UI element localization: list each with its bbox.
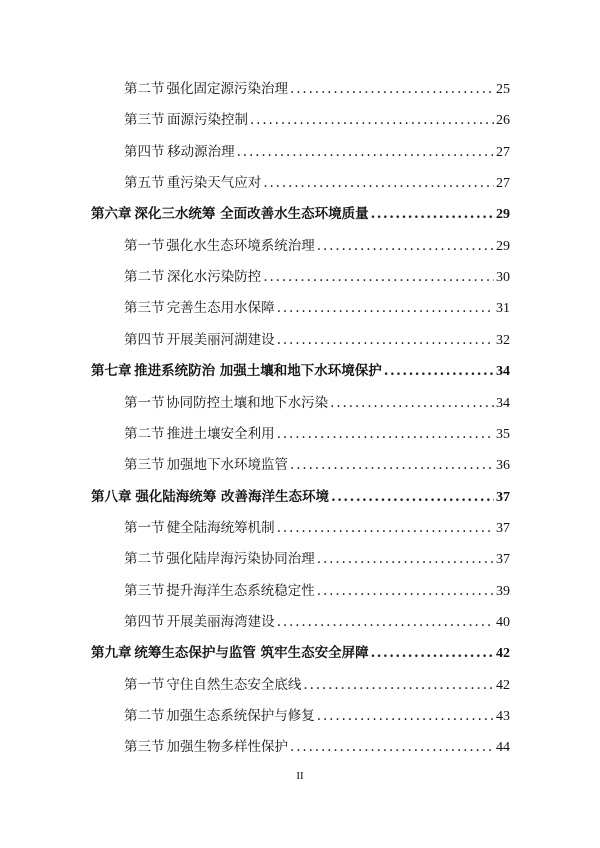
entry-number: 第三节 [124, 457, 165, 474]
entry-number: 第三节 [124, 300, 165, 317]
dot-leader [277, 424, 494, 444]
entry-page-number: 27 [496, 176, 510, 192]
entry-title: 深化三水统筹 全面改善水生态环境质量 [134, 206, 369, 223]
dot-leader [331, 487, 494, 507]
entry-title: 移动源治理 [167, 143, 235, 160]
toc-chapter-entry [91, 361, 510, 381]
dot-leader [371, 204, 494, 224]
entry-page-number: 37 [496, 520, 510, 536]
entry-title: 健全陆海统筹机制 [166, 519, 275, 536]
entry-title: 强化固定源污染治理 [166, 81, 289, 97]
entry-number: 第四节 [124, 331, 165, 348]
dot-leader [277, 518, 494, 538]
entry-page-number: 30 [496, 270, 510, 286]
entry-page-number: 26 [496, 113, 510, 129]
toc-section-entry [124, 330, 510, 350]
entry-number: 第一节 [124, 676, 165, 693]
entry-page-number: 34 [496, 364, 510, 380]
entry-title: 强化陆海统筹 改善海洋生态环境 [135, 488, 330, 505]
entry-number: 第一节 [124, 519, 165, 536]
dot-leader [277, 330, 494, 350]
entry-page-number: 40 [496, 614, 510, 630]
toc-chapter-entry [91, 204, 510, 224]
entry-page-number: 29 [496, 207, 510, 223]
entry-page-number: 42 [496, 677, 510, 693]
entry-page-number: 32 [496, 332, 510, 348]
toc-section-entry [124, 424, 510, 444]
entry-number: 第四节 [124, 143, 165, 160]
entry-title: 守住自然生态安全底线 [166, 676, 302, 693]
entry-number: 第一节 [124, 394, 165, 411]
toc-section-entry [124, 173, 510, 193]
toc-section-entry [124, 549, 510, 569]
toc-chapter-entry [91, 643, 510, 663]
toc-section-entry [124, 737, 510, 757]
entry-number: 第四节 [124, 613, 165, 630]
entry-title: 开展美丽河湖建设 [166, 331, 275, 348]
toc-section-entry [124, 142, 510, 162]
toc-section-entry [124, 110, 510, 130]
dot-leader [384, 361, 494, 381]
dot-leader [290, 737, 494, 757]
entry-title: 强化水生态环境系统治理 [166, 237, 315, 254]
entry-title: 协同防控土壤和地下水污染 [166, 394, 329, 411]
entry-title: 加强生物多样性保护 [166, 739, 289, 756]
page-number-footer: II [296, 770, 304, 782]
entry-title: 开展美丽海湾建设 [166, 613, 275, 630]
entry-page-number: 37 [496, 552, 510, 568]
entry-number: 第二节 [124, 81, 165, 97]
entry-title: 重污染天气应对 [166, 175, 262, 192]
entry-title: 提升海洋生态系统稳定性 [166, 582, 315, 599]
dot-leader [303, 675, 494, 695]
entry-title: 加强地下水环境监管 [166, 457, 289, 474]
entry-number: 第一节 [124, 237, 165, 254]
entry-page-number: 36 [496, 458, 510, 474]
toc-section-entry [124, 518, 510, 538]
entry-page-number: 43 [496, 709, 510, 724]
entry-title: 推进系统防治 加强土壤和地下水环境保护 [134, 363, 382, 380]
entry-number: 第六章 [91, 206, 132, 223]
entry-title: 完善生态用水保障 [166, 300, 275, 317]
dot-leader [317, 236, 494, 256]
toc-section-entry [124, 455, 510, 475]
toc-chapter-entry [91, 487, 510, 507]
entry-title: 面源污染控制 [166, 112, 248, 129]
dot-leader [290, 455, 494, 475]
entry-number: 第三节 [124, 112, 165, 129]
entry-number: 第七章 [91, 363, 132, 380]
entry-title: 深化水污染防控 [166, 269, 262, 286]
entry-title: 加强生态系统保护与修复 [166, 708, 315, 724]
toc-section-entry [124, 706, 510, 726]
entry-number: 第二节 [124, 425, 165, 442]
toc-section-entry [124, 236, 510, 256]
toc-section-entry [124, 675, 510, 695]
dot-leader [277, 612, 494, 632]
toc-section-entry [124, 581, 510, 601]
entry-page-number: 25 [496, 82, 510, 97]
entry-page-number: 27 [496, 144, 510, 160]
dot-leader [317, 581, 494, 601]
dot-leader [263, 173, 494, 193]
toc-section-entry [124, 79, 510, 99]
toc-section-entry [124, 267, 510, 287]
dot-leader [277, 298, 494, 318]
dot-leader [290, 79, 494, 99]
toc-section-entry [124, 298, 510, 318]
dot-leader [330, 393, 494, 413]
dot-leader [371, 643, 494, 663]
dot-leader [317, 706, 494, 726]
entry-page-number: 44 [496, 740, 510, 756]
entry-page-number: 29 [496, 238, 510, 254]
dot-leader [237, 142, 494, 162]
dot-leader [317, 549, 494, 569]
entry-number: 第二节 [124, 708, 165, 724]
toc-section-entry [124, 612, 510, 632]
dot-leader [263, 267, 494, 287]
entry-title: 强化陆岸海污染协同治理 [166, 551, 315, 568]
entry-page-number: 37 [496, 489, 510, 505]
dot-leader [250, 110, 494, 130]
entry-number: 第三节 [124, 582, 165, 599]
entry-page-number: 35 [496, 426, 510, 442]
entry-number: 第二节 [124, 551, 165, 568]
entry-page-number: 31 [496, 301, 510, 317]
entry-number: 第三节 [124, 739, 165, 756]
entry-number: 第二节 [124, 269, 165, 286]
entry-page-number: 42 [496, 646, 510, 662]
entry-number: 第九章 [91, 645, 132, 662]
entry-title: 推进土壤安全利用 [166, 425, 275, 442]
entry-page-number: 39 [496, 583, 510, 599]
entry-page-number: 34 [496, 395, 510, 411]
entry-number: 第五节 [124, 175, 165, 192]
entry-title: 统筹生态保护与监管 筑牢生态安全屏障 [134, 645, 369, 662]
toc-section-entry [124, 393, 510, 413]
entry-number: 第八章 [91, 488, 132, 505]
